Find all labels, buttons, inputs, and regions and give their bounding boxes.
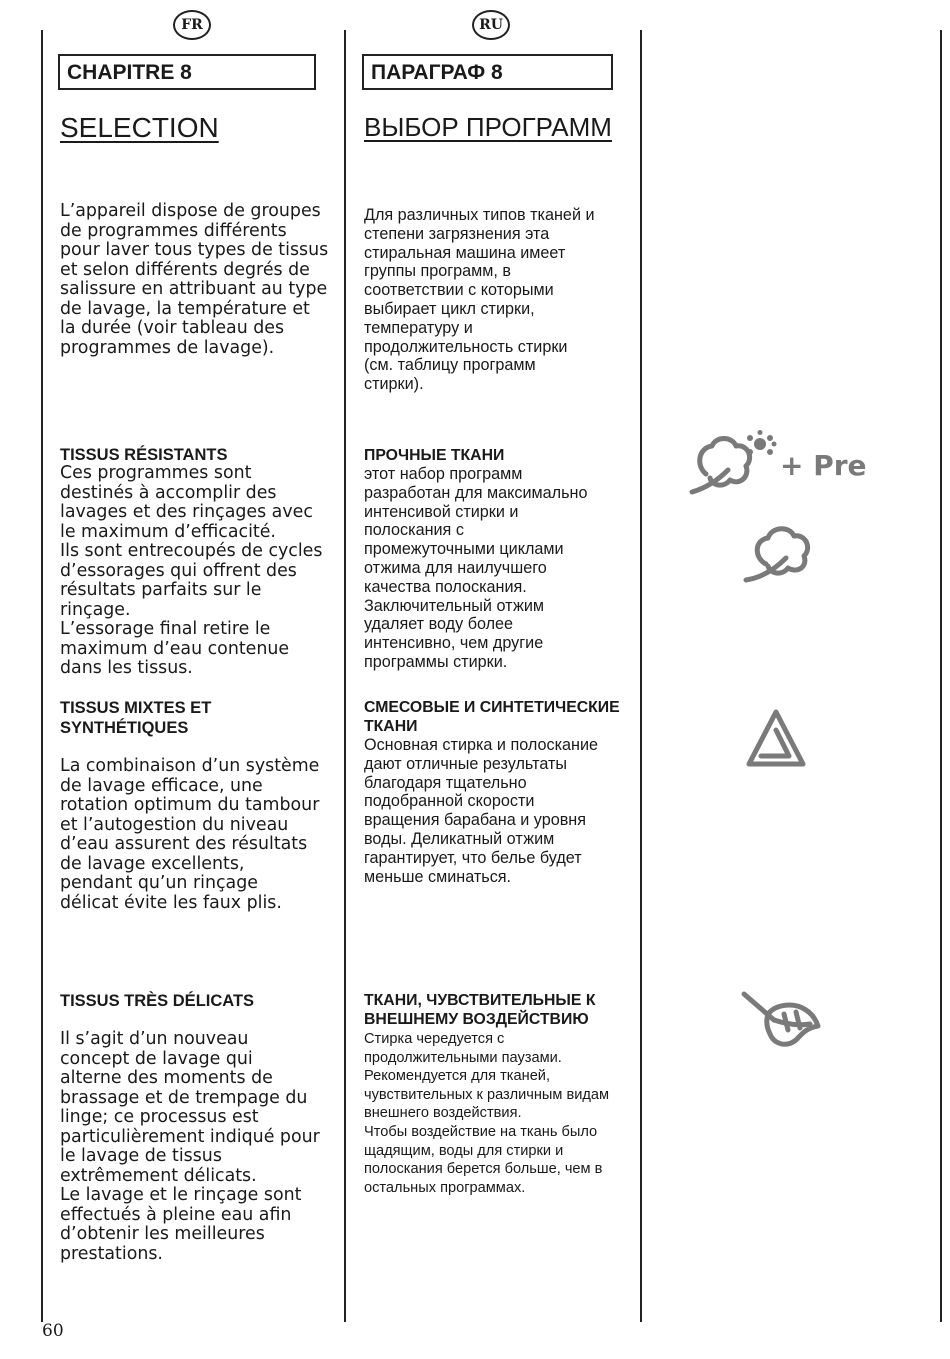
prewash-label: + Pre [780, 449, 867, 482]
page-number: 60 [42, 1321, 64, 1341]
text-resistant-fr: Ces programmes sont destinés à accomplir des lavages et des rinçages avec le maximum d’efficacité. Ils sont entrecoupés de cycles d’essorages qui offrent des résultats parfaits sur le rinçage. L’essorage final retire le maximum d’eau contenue dans les tissus. [60, 463, 323, 678]
section-title-fr: SELECTION [60, 112, 219, 143]
delicate-feather-icon [740, 990, 822, 1052]
chapter-box-ru: ПАРАГРАФ 8 [362, 54, 613, 90]
column-divider-right [640, 30, 642, 1322]
heading-delicate-ru: ТКАНИ, ЧУВСТВИТЕЛЬНЫЕ К ВНЕШНЕМУ ВОЗДЕЙСТВИЮ [364, 992, 596, 1028]
heading-resistant-ru: ПРОЧНЫЕ ТКАНИ [364, 447, 505, 464]
text-mixed-fr: La combinaison d’un système de lavage efficace, une rotation optimum du tambour et l’autogestion du niveau d’eau assurent des résultats de lavage excellents, pendant qu’un rinçage délicat évite les faux plis. [60, 756, 320, 913]
cotton-prewash-icon [688, 430, 898, 500]
text-resistant-ru: этот набор программ разработан для максимально интенсивой стирки и полоскания с промежуточными циклами отжима для наилучшего качества полоскания. Заключительный отжим удаляет воду более интенсивно, чем другие программы стирки. [364, 465, 588, 671]
text-delicate-fr: Il s’agit d’un nouveau concept de lavage qui alterne des moments de brassage et de trempage du linge; ce processus est particulièrement indiqué pour le lavage de tissus extrêmement délicats. Le lavage et le rinçage sont effectués à pleine eau afin d’obtenir les meilleures prestations. [60, 1029, 320, 1264]
lang-badge-ru: RU [472, 10, 510, 40]
column-divider-left [41, 30, 43, 1322]
lang-badge-fr: FR [173, 10, 211, 40]
cotton-icon [742, 524, 814, 584]
chapter-box-fr: CHAPITRE 8 [58, 54, 316, 90]
intro-text-ru: Для различных типов тканей и степени загрязнения эта стиральная машина имеет группы программ, в соответствии с которыми выбирает цикл стирки, температуру и продолжительность стирки (см. таблицу программ стирки). [364, 206, 595, 394]
intro-text-fr: L’appareil dispose de groupes de programmes différents pour laver tous types de tissus et selon différents degrés de salissure en attribuant au type de lavage, la température et la durée (voir tableau des programmes de lavage). [60, 201, 329, 358]
heading-mixed-fr: TISSUS MIXTES ET SYNTHÉTIQUES [60, 699, 212, 737]
text-delicate-ru: Стирка чередуется с продолжительными паузами. Рекомендуется для тканей, чувствительных к различным видам внешнего воздействия. Чтобы воздействие на ткань было щадящим, воды для стирки и полоскания берется больше, чем в остальных программах. [364, 1031, 610, 1196]
text-mixed-ru: Основная стирка и полоскание дают отличные результаты благодаря тщательно подобранной скорости вращения барабана и уровня воды. Деликатный отжим гарантирует, что белье будет меньше сминаться. [364, 736, 599, 886]
heading-mixed-ru: СМЕСОВЫЕ И СИНТЕТИЧЕСКИЕ ТКАНИ [364, 699, 620, 735]
section-title-ru: ВЫБОР ПРОГРАММ [364, 112, 612, 142]
column-divider-middle [344, 30, 346, 1322]
heading-resistant-fr: TISSUS RÉSISTANTS [60, 446, 228, 464]
column-divider-edge [940, 30, 942, 1322]
synthetic-triangle-icon [745, 708, 807, 770]
heading-delicate-fr: TISSUS TRÈS DÉLICATS [60, 992, 255, 1010]
